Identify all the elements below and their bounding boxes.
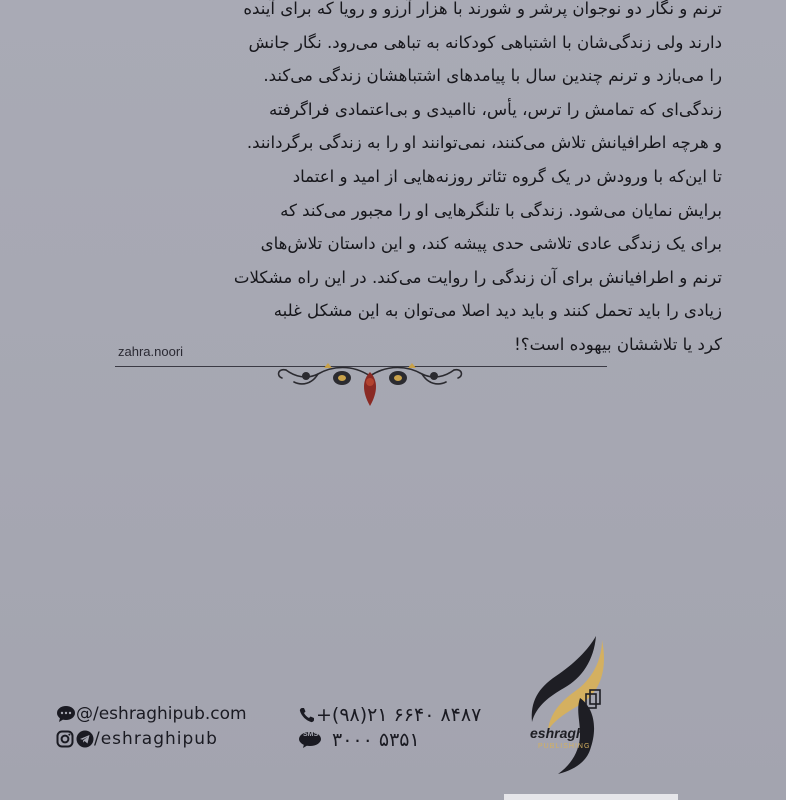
blurb-line: ترنم و نگار دو نوجوان پرشر و شورند با هزار آرزو و رویا که برای آینده — [243, 0, 722, 18]
sms-label: SMS — [303, 731, 319, 738]
blurb-line: ترنم و اطرافیانش برای آن زندگی را روایت می‌کند. در این راه مشکلات — [233, 267, 722, 287]
publisher-name: eshraghi — [530, 725, 589, 741]
website-link[interactable]: @/eshraghipub.com — [76, 704, 247, 724]
blurb-line: برای یک زندگی عادی تلاشی حدی پیشه کند، و این داستان تلاش‌های — [260, 234, 722, 254]
barcode-strip — [504, 794, 678, 800]
instagram-icon — [56, 730, 74, 748]
blurb-line: دارند ولی زندگی‌شان با اشتباهی کودکانه به تباهی می‌رود. نگار جانش — [248, 32, 722, 52]
social-handle[interactable]: /eshraghipub — [94, 729, 218, 749]
chat-bubble-icon — [56, 705, 76, 723]
sms-row — [298, 729, 420, 751]
publisher-logo-icon — [518, 630, 646, 775]
blurb-line: زیادی را باید تحمل کنند و باید دید اصلا می‌توان به این مشکل غلبه — [273, 301, 722, 321]
blurb-line: کرد یا تلاششان بیهوده است؟! — [514, 334, 722, 354]
blurb-line: زندگی‌ای که تمامش را ترس، یأس، ناامیدی و بی‌اعتمادی فراگرفته — [268, 99, 722, 119]
social-row — [56, 729, 218, 749]
phone-icon — [298, 706, 316, 724]
blurb-line: تا این‌که با ورودش در یک گروه تئاتر روزنه‌هایی از امید و اعتماد — [292, 166, 722, 186]
author-signature: zahra.noori — [118, 344, 184, 359]
phone-number[interactable]: +(۹۸)۲۱ ۶۶۴۰ ۸۴۸۷ — [316, 704, 482, 726]
book-blurb — [66, 0, 722, 362]
blurb-line: را می‌بازد و ترنم چندین سال با پیامدهای اشتباهشان زندگی می‌کند. — [263, 66, 722, 86]
phone-row — [298, 704, 481, 726]
floral-ornament-icon — [272, 362, 468, 410]
sms-number[interactable]: ۳۰۰۰ ۵۳۵۱ — [332, 729, 420, 751]
website-row — [56, 704, 247, 724]
publisher-subtitle: PUBLISHING — [538, 743, 591, 750]
blurb-line: برایش نمایان می‌شود. زندگی با تلنگرهایی او را مجبور می‌کند که — [280, 200, 722, 220]
blurb-line: و هرچه اطرافیانش تلاش می‌کنند، نمی‌توانند او را به زندگی برگردانند. — [246, 133, 722, 153]
telegram-icon — [76, 730, 94, 748]
